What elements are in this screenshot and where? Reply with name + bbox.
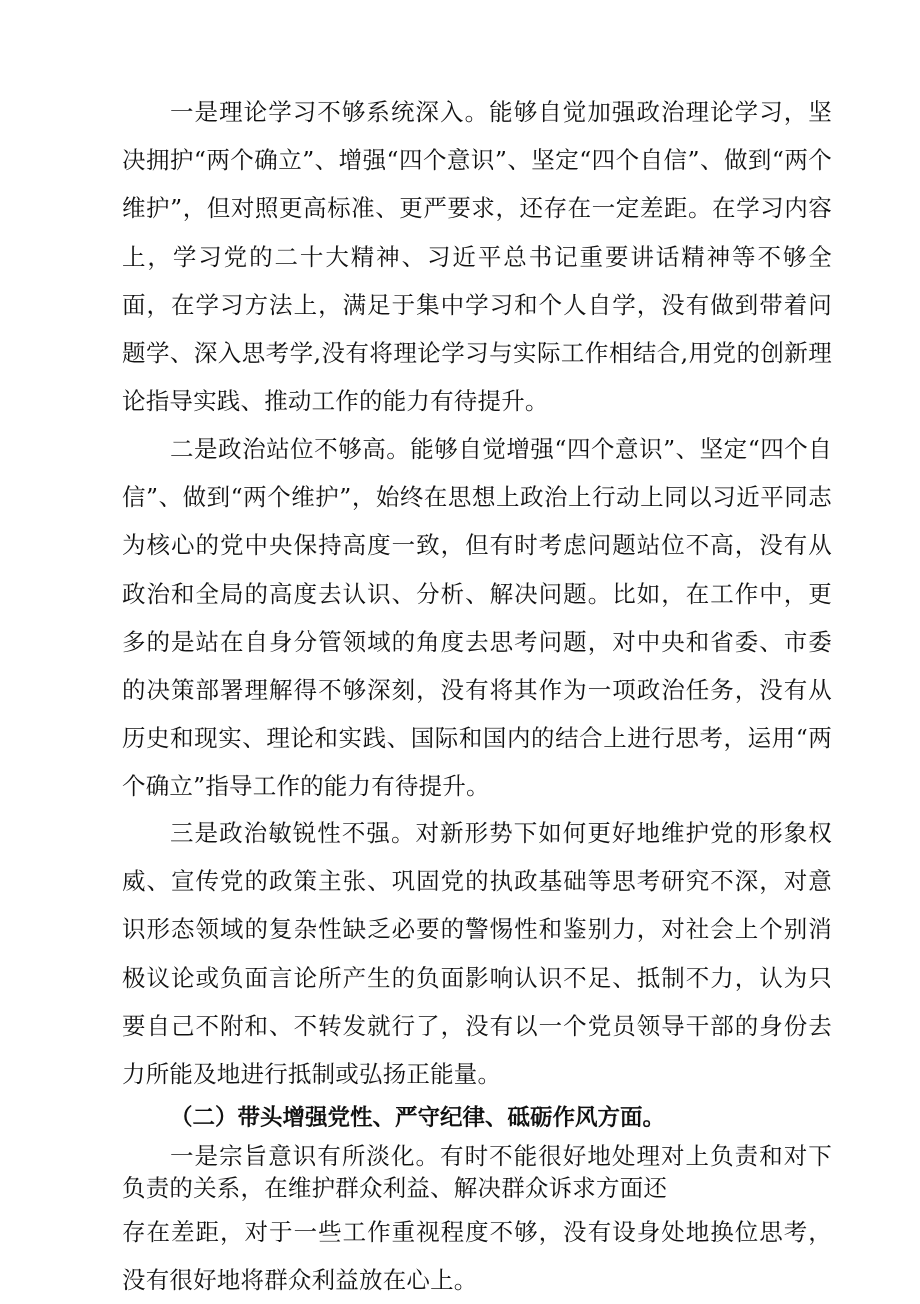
paragraph-political-standing: 二是政治站位不够高。能够自觉增强“四个意识”、坚定“四个自信”、做到“两个维护”，始终在思想上政治上行动上同以习近平同志为核心的党中央保持高度一致，但有时考虑问题站位不高，没有从政治和全局的高度去认识、分析、解决问题。比如，在工作中，更多的是站在自身分管领域的角度去思考问题，对中央和省委、市委的决策部署理解得不够深刻，没有将其作为一项政治任务，没有从历史和现实、理论和实践、国际和国内的结合上进行思考，运用“两个确立”指导工作的能力有待提升。 bbox=[122, 435, 832, 801]
paragraph-purpose-awareness-continued: 存在差距，对于一些工作重视程度不够，没有设身处地换位思考，没有很好地将群众利益放在心上。 bbox=[122, 1218, 832, 1295]
section-heading: （二）带头增强党性、严守纪律、砥砺作风方面。 bbox=[170, 1105, 666, 1131]
paragraph-political-sensitivity: 三是政治敏锐性不强。对新形势下如何更好地维护党的形象权威、宣传党的政策主张、巩固党的执政基础等思考研究不深，对意识形态领域的复杂性缺乏必要的警惕性和鉴别力，对社会上个别消极议论或负面言论所产生的负面影响认识不足、抵制不力，认为只要自己不附和、不转发就行了，没有以一个党员领导干部的身份去力所能及地进行抵制或弘扬正能量。 bbox=[122, 819, 832, 1089]
paragraph-theory-study: 一是理论学习不够系统深入。能够自觉加强政治理论学习，坚决拥护“两个确立”、增强“四个意识”、坚定“四个自信”、做到“两个维护”，但对照更高标准、更严要求，还存在一定差距。在学习内容上，学习党的二十大精神、习近平总书记重要讲话精神等不够全面，在学习方法上，满足于集中学习和个人自学，没有做到带着问题学、深入思考学,没有将理论学习与实际工作相结合,用党的创新理论指导实践、推动工作的能力有待提升。 bbox=[122, 98, 832, 416]
paragraph-purpose-awareness: 一是宗旨意识有所淡化。有时不能很好地处理对上负责和对下负责的关系，在维护群众利益、解决群众诉求方面还 bbox=[122, 1142, 832, 1202]
